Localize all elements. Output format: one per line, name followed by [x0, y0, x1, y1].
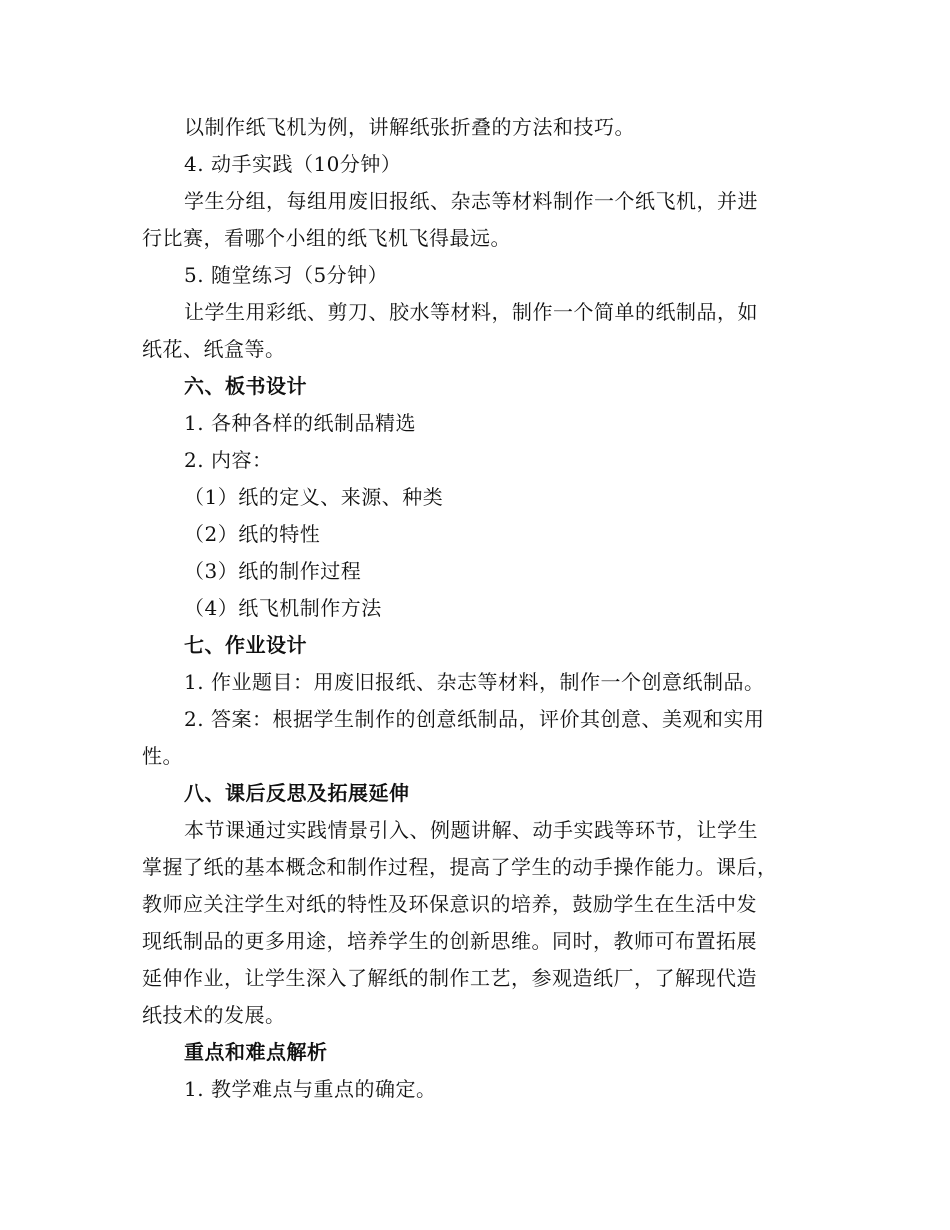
- section-heading-reflection: 八、课后反思及拓展延伸: [184, 781, 410, 805]
- list-item: 2. 答案：根据学生制作的创意纸制品，评价其创意、美观和实用: [184, 707, 765, 731]
- list-item: 2. 内容：: [184, 448, 273, 472]
- paragraph-line: 性。: [142, 744, 183, 768]
- section-heading-board-design: 六、板书设计: [184, 374, 307, 398]
- paragraph-line: 让学生用彩纸、剪刀、胶水等材料，制作一个简单的纸制品，如: [184, 300, 758, 324]
- paragraph-line: 纸花、纸盒等。: [142, 337, 286, 361]
- paragraph-line: 学生分组，每组用废旧报纸、杂志等材料制作一个纸飞机，并进: [184, 189, 758, 213]
- paragraph-line: 掌握了纸的基本概念和制作过程，提高了学生的动手操作能力。课后，: [142, 855, 778, 879]
- paragraph-line: 行比赛，看哪个小组的纸飞机飞得最远。: [142, 226, 511, 250]
- paragraph-line: 现纸制品的更多用途，培养学生的创新思维。同时，教师可布置拓展: [142, 929, 757, 953]
- paragraph-line: 教师应关注学生对纸的特性及环保意识的培养，鼓励学生在生活中发: [142, 892, 757, 916]
- paragraph-line: 延伸作业，让学生深入了解纸的制作工艺，参观造纸厂，了解现代造: [142, 966, 757, 990]
- list-item: 1. 各种各样的纸制品精选: [184, 411, 416, 435]
- sub-list-item: （4）纸飞机制作方法: [184, 596, 382, 620]
- paragraph-line: 纸技术的发展。: [142, 1003, 286, 1027]
- sub-list-item: （2）纸的特性: [184, 522, 321, 546]
- sub-list-item: （3）纸的制作过程: [184, 559, 362, 583]
- sub-list-item: （1）纸的定义、来源、种类: [184, 485, 444, 509]
- paragraph-line: 本节课通过实践情景引入、例题讲解、动手实践等环节，让学生: [184, 818, 758, 842]
- list-item: 1. 教学难点与重点的确定。: [184, 1077, 437, 1101]
- list-item: 1. 作业题目：用废旧报纸、杂志等材料，制作一个创意纸制品。: [184, 670, 765, 694]
- list-item-step-5: 5. 随堂练习（5分钟）: [184, 263, 389, 287]
- list-item-step-4: 4. 动手实践（10分钟）: [184, 152, 402, 176]
- section-heading-key-points: 重点和难点解析: [184, 1040, 328, 1064]
- paragraph-line: 以制作纸飞机为例，讲解纸张折叠的方法和技巧。: [184, 115, 635, 139]
- section-heading-homework: 七、作业设计: [184, 633, 307, 657]
